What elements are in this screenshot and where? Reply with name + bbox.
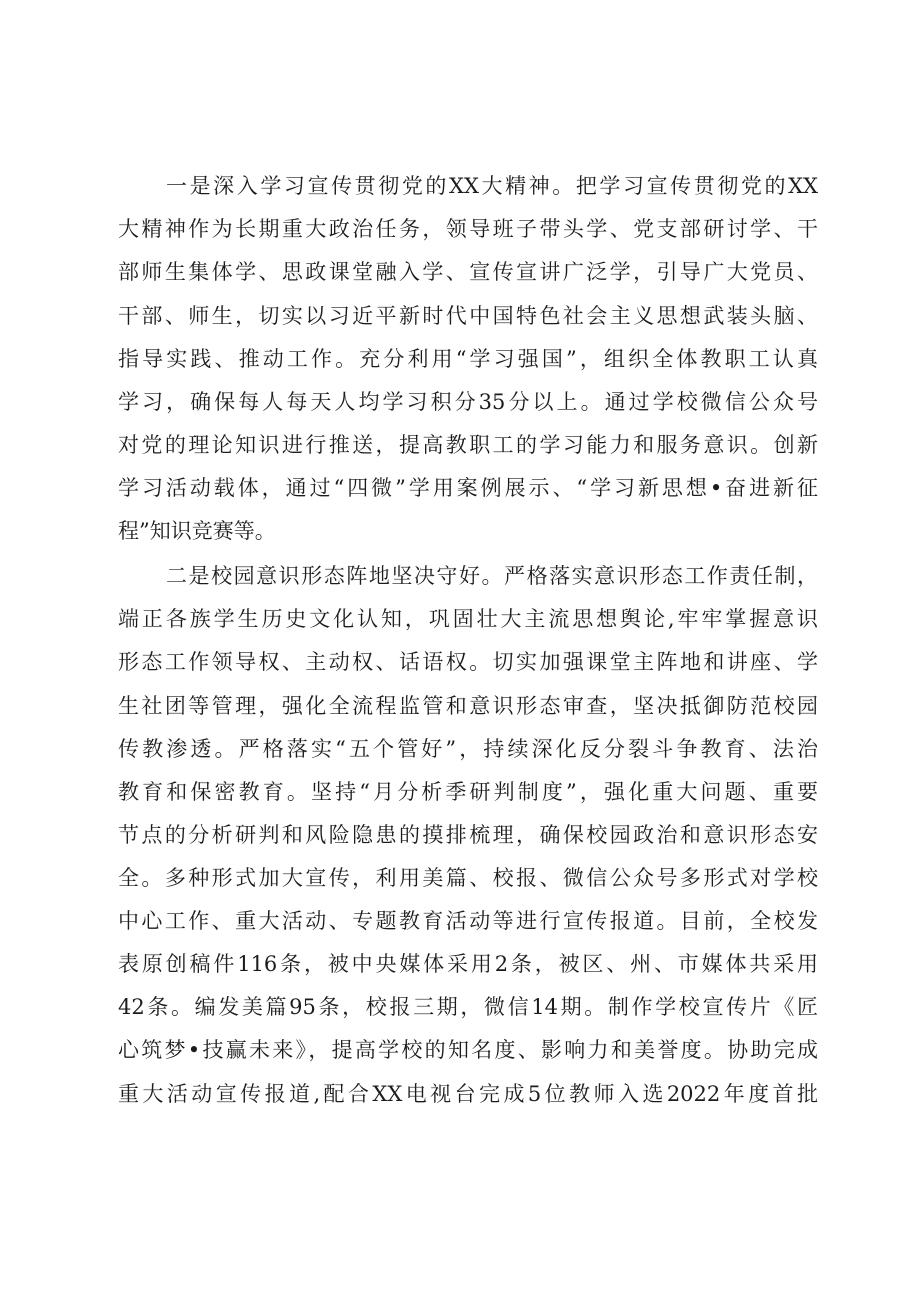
text-line: 学习，确保每人每天人均学习积分35分以上。通过学校微信公众号 <box>118 390 818 414</box>
text-line: 部师生集体学、思政课堂融入学、宣传宣讲广泛学，引导广大党员、 <box>118 260 818 284</box>
text-line: 二是校园意识形态阵地坚决守好。严格落实意识形态工作责任制， <box>166 564 818 588</box>
text-line: 表原创稿件116条，被中央媒体采用2条，被区、州、市媒体共采用 <box>118 952 818 976</box>
text-line: 42条。编发美篇95条，校报三期，微信14期。制作学校宣传片《匠 <box>118 995 818 1019</box>
text-line: 全。多种形式加大宣传，利用美篇、校报、微信公众号多形式对学校 <box>118 866 818 890</box>
text-line: 一是深入学习宣传贯彻党的XX大精神。把学习宣传贯彻党的XX <box>166 174 818 198</box>
text-line: 中心工作、重大活动、专题教育活动等进行宣传报道。目前，全校发 <box>118 909 818 933</box>
text-line: 形态工作领导权、主动权、话语权。切实加强课堂主阵地和讲座、学 <box>118 650 818 674</box>
text-line: 心筑梦•技赢未来》，提高学校的知名度、影响力和美誉度。协助完成 <box>118 1038 818 1062</box>
text-line: 干部、师生，切实以习近平新时代中国特色社会主义思想武装头脑、 <box>118 304 818 328</box>
text-line: 节点的分析研判和风险隐患的摸排梳理，确保校园政治和意识形态安 <box>118 823 818 847</box>
text-line: 端正各族学生历史文化认知，巩固壮大主流思想舆论,牢牢掌握意识 <box>118 607 818 631</box>
text-line: 学习活动载体，通过“四微”学用案例展示、“学习新思想•奋进新征 <box>118 476 818 500</box>
text-line: 指导实践、推动工作。充分利用“学习强国”，组织全体教职工认真 <box>118 347 818 371</box>
text-line: 重大活动宣传报道,配合XX电视台完成5位教师入选2022年度首批 <box>118 1082 818 1106</box>
text-line: 教育和保密教育。坚持“月分析季研判制度”，强化重大问题、重要 <box>118 780 818 804</box>
text-line: 大精神作为长期重大政治任务，领导班子带头学、党支部研讨学、干 <box>118 217 818 241</box>
text-line: 传教渗透。严格落实“五个管好”，持续深化反分裂斗争教育、法治 <box>118 737 818 761</box>
text-line: 程”知识竞赛等。 <box>118 519 276 543</box>
text-line: 生社团等管理，强化全流程监管和意识形态审查，坚决抵御防范校园 <box>118 694 818 718</box>
text-line: 对党的理论知识进行推送，提高教职工的学习能力和服务意识。创新 <box>118 433 818 457</box>
